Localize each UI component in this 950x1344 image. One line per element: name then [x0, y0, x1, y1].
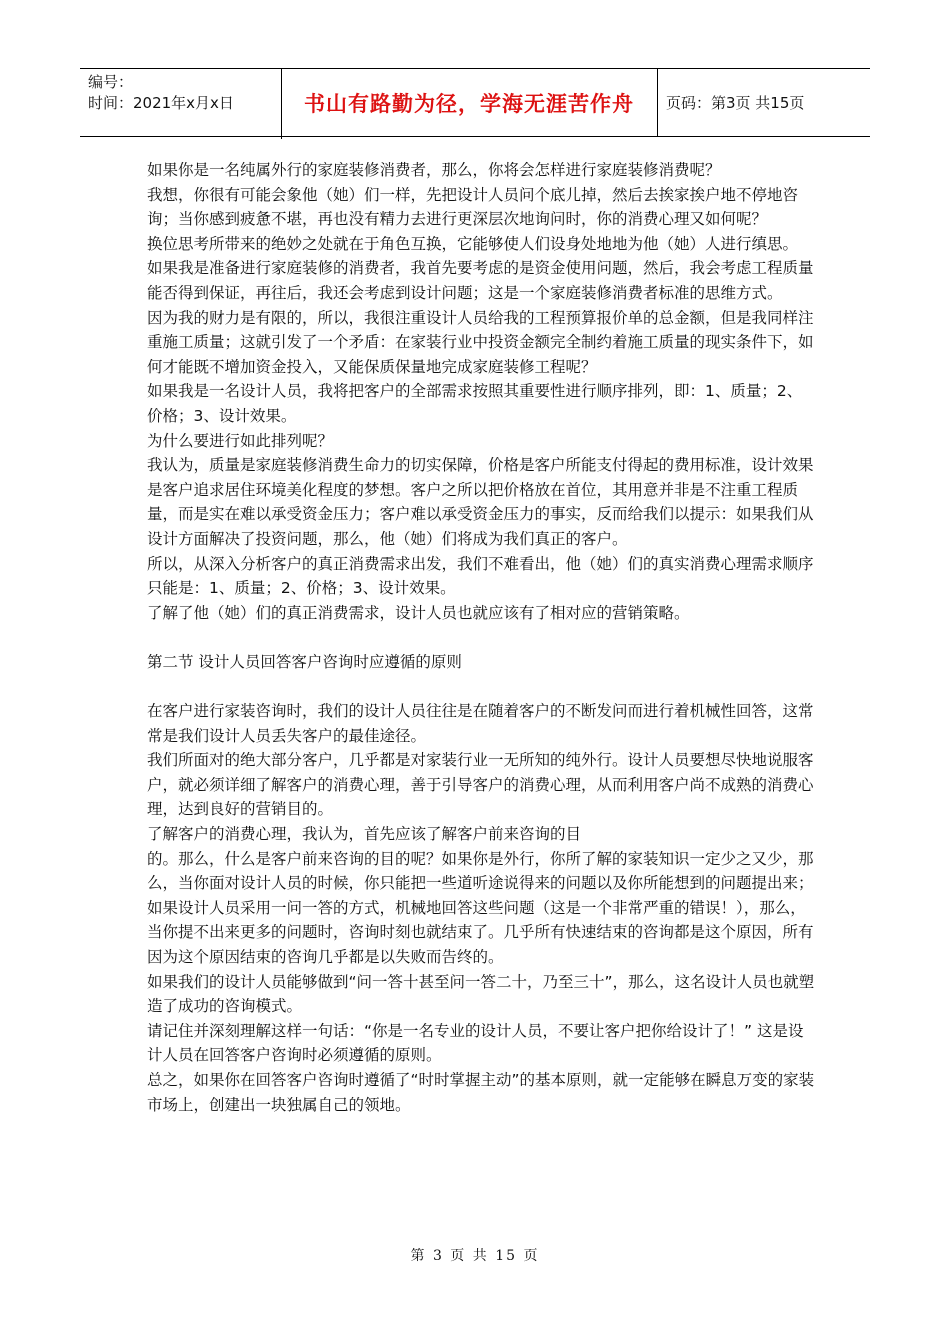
header-meta — [80, 69, 282, 139]
paragraph: 我想，你很有可能会象他（她）们一样，先把设计人员问个底儿掉，然后去挨家挨户地不停地咨询；当你感到疲惫不堪，再也没有精力去进行更深层次地询问时，你的消费心理又如何呢？ — [147, 185, 799, 229]
paragraph: 的。那么，什么是客户前来咨询的目的呢？如果你是外行，你所了解的家装知识一定少之又少，那么，当你面对设计人员的时候，你只能把一些道听途说得来的问题以及你所能想到的问题提出来；如果设计人员采用一问一答的方式，机械地回答这些问题（这是一个非常严重的错误！），那么，当你提不出来更多的问题时，咨询时刻也就结束了。几乎所有快速结束的咨询都是这个原因，所有因为这个原因结束的咨询几乎都是以失败而告终的。 — [147, 849, 814, 966]
paragraph: 如果我是一名设计人员，我将把客户的全部需求按照其重要性进行顺序排列，即：1、质量；2、价格；3、设计效果。 — [147, 382, 803, 425]
document-body — [147, 158, 815, 1117]
paragraph: 如果我是准备进行家庭装修的消费者，我首先要考虑的是资金使用问题，然后，我会考虑工程质量能否得到保证，再往后，我还会考虑到设计问题；这是一个家庭装修消费者标准的思维方式。 — [147, 259, 814, 302]
section-title: 第二节 设计人员回答客户咨询时应遵循的原则 — [147, 652, 462, 671]
paragraph: 所以，从深入分析客户的真正消费需求出发，我们不难看出，他（她）们的真实消费心理需求顺序只能是：1、质量；2、价格；3、设计效果。 — [147, 554, 814, 598]
page-footer: 第 3 页 共 15 页 — [410, 1248, 540, 1264]
page-header — [80, 68, 870, 137]
paragraph: 在客户进行家装咨询时，我们的设计人员往往是在随着客户的不断发问而进行着机械性回答，这常常是我们设计人员丢失客户的最佳途径。 — [147, 702, 814, 745]
paragraph: 了解客户的消费心理，我认为，首先应该了解客户前来咨询的目 — [147, 825, 582, 844]
header-motto-cell — [281, 69, 658, 136]
paragraph: 因为我的财力是有限的，所以，我很注重设计人员给我的工程预算报价单的总金额，但是我同样注重施工质量；这就引发了一个矛盾：在家装行业中投资金额完全制约着施工质量的现实条件下，如何才能既不增加资金投入，又能保质保量地完成家庭装修工程呢？ — [147, 308, 814, 376]
motto: 书山有路勤为径，学海无涯苦作舟 — [304, 90, 634, 116]
paragraph: 为什么要进行如此排列呢？ — [147, 431, 334, 450]
paragraph: 换位思考所带来的绝妙之处就在于角色互换，它能够使人们设身处地地为他（她）人进行缜思。 — [147, 234, 799, 253]
paragraph: 了解了他（她）们的真正消费需求，设计人员也就应该有了相对应的营销策略。 — [147, 603, 690, 622]
date-label: 时间：2021年x月x日 — [88, 94, 234, 112]
paragraph: 请记住并深刻理解这样一句话：“你是一名专业的设计人员，不要让客户把你给设计了！” 这是设计人员在回答客户咨询时必须遵循的原则。 — [147, 1021, 804, 1065]
header-page-info: 页码：第3页 共15页 — [666, 94, 805, 112]
paragraph: 如果我们的设计人员能够做到“问一答十甚至问一答二十，乃至三十”，那么，这名设计人员也就塑造了成功的咨询模式。 — [147, 972, 815, 1016]
paragraph: 如果你是一名纯属外行的家庭装修消费者，那么，你将会怎样进行家庭装修消费呢？ — [147, 161, 721, 179]
paragraph: 我认为，质量是家庭装修消费生命力的切实保障，价格是客户所能支付得起的费用标准，设计效果是客户追求居住环境美化程度的梦想。客户之所以把价格放在首位，其用意并非是不注重工程质量，而是实在难以承受资金压力；客户难以承受资金压力的事实，反而给我们以提示：如果我们从设计方面解决了投资问题，那么，他（她）们将成为我们真正的客户。 — [147, 456, 814, 548]
paragraph: 总之，如果你在回答客户咨询时遵循了“时时掌握主动”的基本原则，就一定能够在瞬息万变的家装市场上，创建出一块独属自己的领地。 — [147, 1070, 815, 1114]
paragraph: 我们所面对的绝大部分客户，几乎都是对家装行业一无所知的纯外行。设计人员要想尽快地说服客户，就必须详细了解客户的消费心理，善于引导客户的消费心理，从而利用客户尚不成熟的消费心理，达到良好的营销目的。 — [147, 751, 814, 819]
code-label: 编号： — [88, 73, 134, 91]
